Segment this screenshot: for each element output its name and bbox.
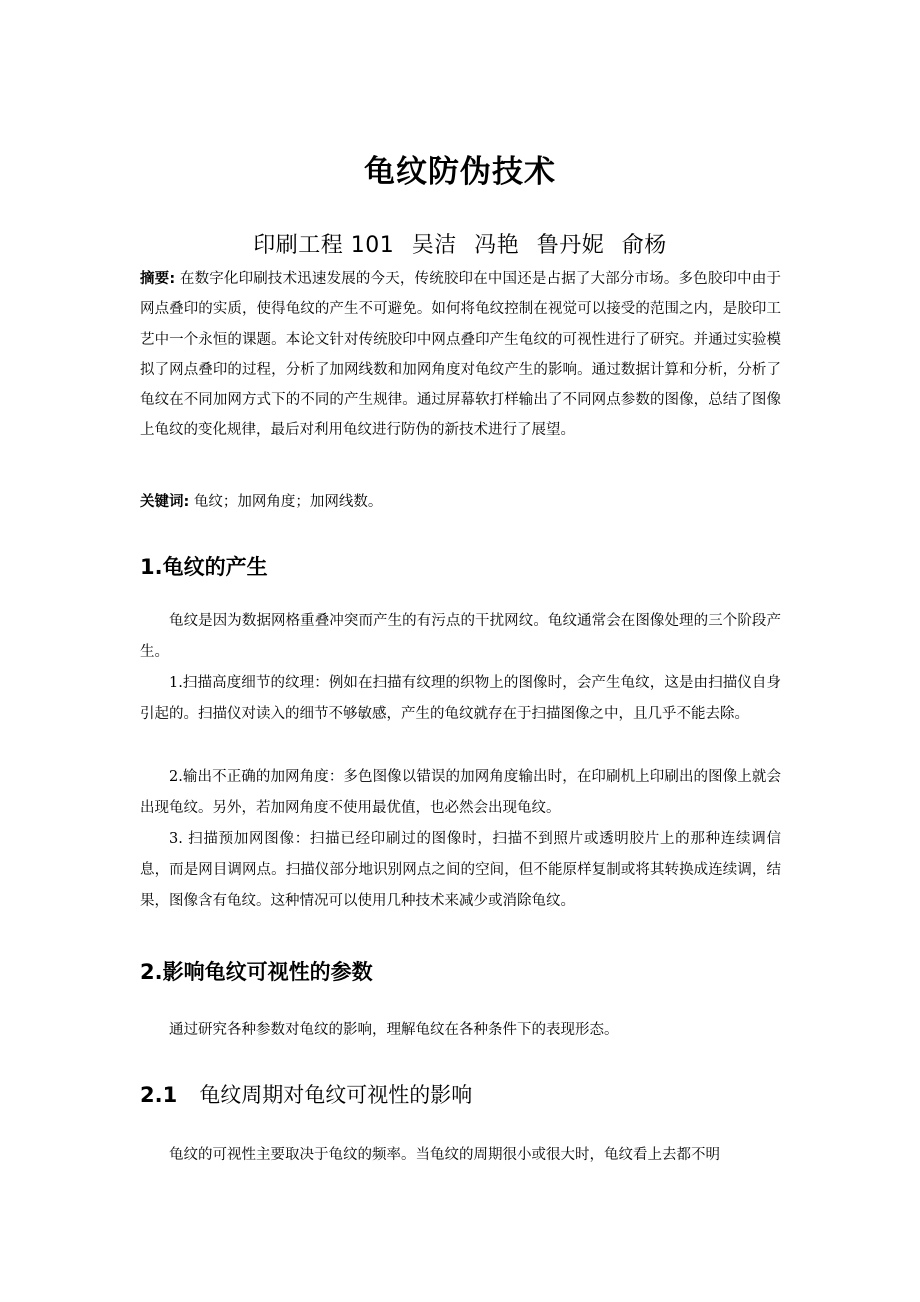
section-1-item-3: 3. 扫描预加网图像：扫描已经印刷过的图像时，扫描不到照片或透明胶片上的那种连续调信息，而是网目调网点。扫描仪部分地识别网点之间的空间，但不能原样复制或将其转换成连续调，结果，图像含有龟纹。这种情况可以使用几种技术来减少或消除龟纹。 xyxy=(140,831,781,909)
author-name: 冯艳 xyxy=(474,233,520,258)
author-name: 俞杨 xyxy=(621,233,667,258)
author-name: 吴洁 xyxy=(411,233,457,258)
section-2-intro: 通过研究各种参数对龟纹的影响，理解龟纹在各种条件下的表现形态。 xyxy=(169,1022,619,1038)
author-line xyxy=(0,228,920,259)
section-2-1-title: 龟纹周期对龟纹可视性的影响 xyxy=(199,1083,473,1107)
abstract-text: 在数字化印刷技术迅速发展的今天，传统胶印在中国还是占据了大部分市场。多色胶印中由于网点叠印的实质，使得龟纹的产生不可避免。如何将龟纹控制在视觉可以接受的范围之内，是胶印工艺中一个永恒的课题。本论文针对传统胶印中网点叠印产生龟纹的可视性进行了研究。并通过实验模拟了网点叠印的过程，分析了加网线数和加网角度对龟纹产生的影响。通过数据计算和分析，分析了龟纹在不同加网方式下的不同的产生规律。通过屏幕软打样输出了不同网点参数的图像，总结了图像上龟纹的变化规律，最后对利用龟纹进行防伪的新技术进行了展望。 xyxy=(140,271,782,439)
document-title: 龟纹防伪技术 xyxy=(364,154,556,190)
section-1-item-2: 2.输出不正确的加网角度：多色图像以错误的加网角度输出时，在印刷机上印刷出的图像上就会出现龟纹。另外，若加网角度不使用最优值，也必然会出现龟纹。 xyxy=(140,769,781,816)
section-2-heading: 2.影响龟纹可视性的参数 xyxy=(140,960,373,984)
section-1-heading: 1.龟纹的产生 xyxy=(140,555,268,579)
section-1-intro: 龟纹是因为数据网格重叠冲突而产生的有污点的干扰网纹。龟纹通常会在图像处理的三个阶段产生。 xyxy=(140,613,781,660)
author-class: 印刷工程 101 xyxy=(253,233,395,258)
section-2-1-number: 2.1 xyxy=(140,1083,178,1107)
keywords-text: 龟纹；加网角度；加网线数。 xyxy=(193,494,383,510)
section-2-1-heading xyxy=(140,1079,472,1109)
section-1-item-1: 1.扫描高度细节的纹理：例如在扫描有纹理的织物上的图像时，会产生龟纹，这是由扫描仪自身引起的。扫描仪对读入的细节不够敏感，产生的龟纹就存在于扫描图像之中，且几乎不能去除。 xyxy=(140,675,781,722)
keywords-label: 关键词: xyxy=(140,494,190,510)
abstract xyxy=(140,264,781,446)
section-2-1-text: 龟纹的可视性主要取决于龟纹的频率。当龟纹的周期很小或很大时，龟纹看上去都不明 xyxy=(169,1147,720,1163)
abstract-label: 摘要: xyxy=(140,271,176,287)
author-name: 鲁丹妮 xyxy=(536,233,605,258)
keywords xyxy=(140,489,781,515)
